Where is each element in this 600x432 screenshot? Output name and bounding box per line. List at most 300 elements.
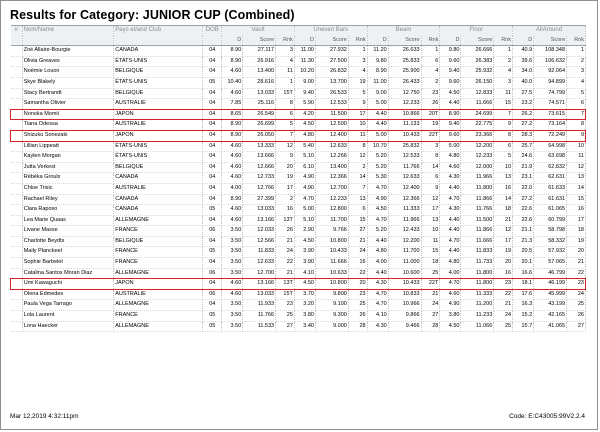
vault-header: Vault [222, 26, 295, 36]
bars-score-value: 9.000 [316, 321, 349, 332]
floor-score-value: 11.800 [461, 279, 494, 290]
bars-rank-value: 12 [348, 152, 367, 163]
floor-d-value: 5.00 [440, 141, 461, 152]
beam-rank-value: 6 [421, 56, 440, 67]
results-body [11, 46, 586, 332]
allaround-d-value: 16.3 [513, 300, 534, 311]
floor-score-value: 11.966 [461, 173, 494, 184]
bars-score-value: 11.500 [316, 109, 349, 120]
beam-score-value: 12.750 [388, 88, 421, 99]
beam-score-value: 25.833 [388, 56, 421, 67]
allaround-d-value: 16.6 [513, 268, 534, 279]
vault-score-value: 28.616 [243, 77, 276, 88]
allaround-rank-value: 18 [567, 226, 586, 237]
bars-rank-value: 23 [348, 289, 367, 300]
bars-d-value: 2.90 [294, 226, 315, 237]
result-row [11, 205, 586, 216]
vault-score-value: 13.400 [243, 67, 276, 78]
floor-d-value: 9.60 [440, 77, 461, 88]
beam-rank-value: 28 [421, 321, 440, 332]
athlete-name: Samantha Olivier [22, 99, 114, 110]
floor-rank-value: 3 [494, 77, 513, 88]
allaround-score-value: 106.632 [534, 56, 567, 67]
allaround-rank-value: 7 [567, 109, 586, 120]
rank-cell [11, 205, 23, 216]
bars-d-value: 9.00 [294, 77, 315, 88]
bars-score-value: 13.700 [316, 77, 349, 88]
result-row [11, 236, 586, 247]
beam-score-value: 12.200 [388, 236, 421, 247]
athlete-dob: 04 [203, 162, 222, 173]
athlete-name: Clara Raposo [22, 205, 114, 216]
allaround-score-value: 60.799 [534, 215, 567, 226]
beam-rank-value: 11 [421, 236, 440, 247]
bars-rank-value: 1 [348, 46, 367, 57]
floor-d-value: 4.80 [440, 258, 461, 269]
rank-cell [11, 279, 23, 290]
beam-score-value: 12.533 [388, 152, 421, 163]
rank-cell [11, 236, 23, 247]
athlete-dob: 04 [203, 215, 222, 226]
vault-d-value: 4.60 [222, 205, 243, 216]
beam-d-value: 10.70 [367, 141, 388, 152]
allaround-score-value: 43.199 [534, 300, 567, 311]
allaround-d-value: 22.6 [513, 205, 534, 216]
floor-score-value: 26.666 [461, 46, 494, 57]
athlete-country: CANADA [114, 173, 203, 184]
beam-d-subheader: D [367, 36, 388, 46]
allaround-d-value: 40.0 [513, 77, 534, 88]
bars-d-subheader: D [294, 36, 315, 46]
bars-score-value: 26.533 [316, 88, 349, 99]
bars-rank-value: 15 [348, 215, 367, 226]
allaround-score-value: 74.571 [534, 99, 567, 110]
beam-rank-value: 23 [421, 88, 440, 99]
bars-rank-value: 6 [348, 205, 367, 216]
floor-d-value: 4.40 [440, 226, 461, 237]
athlete-name: Stacy Bertrandt [22, 88, 114, 99]
beam-score-value: 10.866 [388, 109, 421, 120]
athlete-dob: 05 [203, 77, 222, 88]
vault-d-value: 4.60 [222, 88, 243, 99]
result-row [11, 56, 586, 67]
vault-rank-value: 24 [276, 247, 295, 258]
floor-rank-value: 17 [494, 236, 513, 247]
allaround-d-subheader: D [513, 36, 534, 46]
athlete-country: CANADA [114, 46, 203, 57]
bars-score-value: 10.633 [316, 268, 349, 279]
floor-d-value: 4.90 [440, 300, 461, 311]
athlete-country: JAPON [114, 279, 203, 290]
bars-score-value: 27.500 [316, 56, 349, 67]
bars-d-value: 3.20 [294, 300, 315, 311]
floor-score-value: 11.866 [461, 194, 494, 205]
vault-score-value: 11.533 [243, 321, 276, 332]
allaround-rank-value: 16 [567, 205, 586, 216]
athlete-country: ALLEMAGNE [114, 215, 203, 226]
vault-rnk-subheader: Rnk [276, 36, 295, 46]
beam-d-value: 4.40 [367, 268, 388, 279]
vault-score-value: 13.033 [243, 88, 276, 99]
allaround-rank-value: 15 [567, 194, 586, 205]
bars-d-value: 4.50 [294, 120, 315, 131]
allaround-rank-value: 21 [567, 258, 586, 269]
allaround-rank-value: 17 [567, 215, 586, 226]
allaround-rank-value: 26 [567, 311, 586, 322]
floor-rank-value: 1 [494, 46, 513, 57]
floor-score-value: 24.699 [461, 109, 494, 120]
page-title: Results for Category: JUNIOR CUP (Combined) [10, 8, 295, 22]
athlete-dob: 06 [203, 289, 222, 300]
allaround-d-value: 18.1 [513, 279, 534, 290]
floor-d-value: 4.70 [440, 236, 461, 247]
allaround-rank-value: 20 [567, 247, 586, 258]
athlete-name: Skye Blakely [22, 77, 114, 88]
bars-d-value: 4.90 [294, 173, 315, 184]
allaround-score-value: 94.899 [534, 77, 567, 88]
allaround-score-value: 73.164 [534, 120, 567, 131]
beam-score-value: 9.866 [388, 311, 421, 322]
athlete-dob: 04 [203, 183, 222, 194]
floor-rank-value: 10 [494, 162, 513, 173]
result-row [11, 162, 586, 173]
vault-rank-value: 8 [276, 99, 295, 110]
beam-rank-value: 12 [421, 194, 440, 205]
vault-d-subheader: D [222, 36, 243, 46]
vault-score-value: 13.166 [243, 279, 276, 290]
subheader-blank [114, 36, 203, 46]
allaround-score-value: 61.631 [534, 194, 567, 205]
bars-rank-value: 20 [348, 279, 367, 290]
bars-d-value: 3.40 [294, 321, 315, 332]
athlete-country: BELGIQUE [114, 162, 203, 173]
athlete-country: FRANCE [114, 226, 203, 237]
allaround-d-value: 23.2 [513, 99, 534, 110]
beam-score-value: 26.633 [388, 46, 421, 57]
result-row [11, 268, 586, 279]
bars-score-value: 12.533 [316, 99, 349, 110]
floor-score-value: 11.066 [461, 321, 494, 332]
vault-score-value: 11.833 [243, 247, 276, 258]
allaround-rnk-subheader: Rnk [567, 36, 586, 46]
allaround-score-value: 42.165 [534, 311, 567, 322]
result-row [11, 194, 586, 205]
vault-rank-value: 27 [276, 321, 295, 332]
rank-cell [11, 183, 23, 194]
floor-rank-value: 15 [494, 99, 513, 110]
athlete-name: Rachael Riley [22, 194, 114, 205]
allaround-score-value: 72.249 [534, 130, 567, 141]
floor-score-value: 12.833 [461, 88, 494, 99]
athlete-country: AUSTRALIE [114, 289, 203, 300]
rank-header: # [11, 26, 23, 36]
floor-rank-value: 16 [494, 183, 513, 194]
beam-d-value: 4.70 [367, 300, 388, 311]
beam-score-value: 10.966 [388, 300, 421, 311]
allaround-score-value: 57.065 [534, 258, 567, 269]
athlete-country: ALLEMAGNE [114, 321, 203, 332]
vault-rank-value: 20 [276, 162, 295, 173]
beam-d-value: 5.20 [367, 226, 388, 237]
allaround-score-value: 61.633 [534, 183, 567, 194]
result-row [11, 130, 586, 141]
allaround-score-value: 62.631 [534, 173, 567, 184]
rank-cell [11, 289, 23, 300]
floor-d-value: 9.80 [440, 46, 461, 57]
vault-score-value: 12.033 [243, 226, 276, 237]
vault-score-value: 13.033 [243, 289, 276, 300]
bars-d-value: 3.90 [294, 258, 315, 269]
beam-rank-value: 24 [421, 300, 440, 311]
beam-score-value: 11.966 [388, 215, 421, 226]
beam-d-value: 4.70 [367, 215, 388, 226]
athlete-dob: 04 [203, 236, 222, 247]
bars-score-value: 13.400 [316, 162, 349, 173]
vault-score-value: 13.333 [243, 141, 276, 152]
vault-d-value: 10.40 [222, 77, 243, 88]
result-row [11, 289, 586, 300]
athlete-dob: 04 [203, 109, 222, 120]
beam-score-value: 11.000 [388, 258, 421, 269]
athlete-country: ÉTATS-UNIS [114, 152, 203, 163]
bars-rank-value: 3 [348, 56, 367, 67]
rank-cell [11, 77, 23, 88]
floor-score-value: 12.200 [461, 141, 494, 152]
beam-d-value: 5.00 [367, 130, 388, 141]
allaround-d-value: 27.2 [513, 120, 534, 131]
allaround-score-value: 57.932 [534, 247, 567, 258]
athlete-country: ÉTATS-UNIS [114, 141, 203, 152]
floor-score-value: 26.383 [461, 56, 494, 67]
athlete-name: Maily Planckeel [22, 247, 114, 258]
beam-d-value: 5.00 [367, 99, 388, 110]
beam-rnk-subheader: Rnk [421, 36, 440, 46]
rank-cell [11, 120, 23, 131]
club-header: Pays et/and Club [114, 26, 203, 36]
floor-d-value: 4.40 [440, 247, 461, 258]
bars-score-value: 9.800 [316, 289, 349, 300]
bars-rank-value: 21 [348, 236, 367, 247]
vault-rank-value: 21 [276, 268, 295, 279]
floor-score-value: 11.500 [461, 215, 494, 226]
allaround-score-subheader: Score [534, 36, 567, 46]
athlete-name: Noémie Louon [22, 67, 114, 78]
header-group-row [11, 26, 586, 36]
vault-score-value: 12.633 [243, 258, 276, 269]
vault-rank-value: 3 [276, 46, 295, 57]
floor-d-value: 4.50 [440, 321, 461, 332]
bars-score-value: 12.500 [316, 120, 349, 131]
vault-rank-value: 21 [276, 236, 295, 247]
vault-d-value: 4.60 [222, 67, 243, 78]
allaround-rank-value: 22 [567, 268, 586, 279]
athlete-dob: 04 [203, 88, 222, 99]
vault-d-value: 8.65 [222, 109, 243, 120]
floor-rank-value: 7 [494, 109, 513, 120]
beam-rank-value: 27 [421, 311, 440, 322]
beam-rank-value: 18 [421, 258, 440, 269]
beam-score-value: 10.600 [388, 268, 421, 279]
bars-score-value: 12.366 [316, 173, 349, 184]
vault-rank-value: 19 [276, 173, 295, 184]
floor-score-value: 11.800 [461, 183, 494, 194]
bars-score-value: 10.800 [316, 279, 349, 290]
athlete-country: CANADA [114, 194, 203, 205]
athlete-dob: 06 [203, 268, 222, 279]
athlete-country: BELGIQUE [114, 67, 203, 78]
beam-rank-value: 21 [421, 289, 440, 300]
vault-score-value: 12.733 [243, 173, 276, 184]
bars-rank-value: 25 [348, 300, 367, 311]
athlete-country: BELGIQUE [114, 236, 203, 247]
floor-rank-value: 13 [494, 173, 513, 184]
vault-rank-value: 9 [276, 152, 295, 163]
rank-cell [11, 173, 23, 184]
beam-score-value: 10.833 [388, 289, 421, 300]
athlete-dob: 04 [203, 141, 222, 152]
beam-score-value: 11.333 [388, 205, 421, 216]
vault-rank-value: 2 [276, 194, 295, 205]
vault-score-value: 13.666 [243, 152, 276, 163]
rank-cell [11, 67, 23, 78]
bars-d-value: 4.70 [294, 194, 315, 205]
rank-cell [11, 141, 23, 152]
result-row [11, 109, 586, 120]
result-row [11, 247, 586, 258]
athlete-name: Sophie Barbelet [22, 258, 114, 269]
athlete-name: Lea Marie Quaas [22, 215, 114, 226]
floor-d-value: 9.60 [440, 130, 461, 141]
floor-d-value: 3.80 [440, 311, 461, 322]
athlete-country: ÉTATS-UNIS [114, 56, 203, 67]
beam-rank-value: 17 [421, 205, 440, 216]
beam-d-value: 5.20 [367, 152, 388, 163]
bars-d-value: 5.40 [294, 141, 315, 152]
bars-d-value: 6.10 [294, 162, 315, 173]
athlete-dob: 04 [203, 173, 222, 184]
bars-rank-value: 26 [348, 311, 367, 322]
vault-score-value: 11.933 [243, 300, 276, 311]
floor-rank-value: 19 [494, 247, 513, 258]
vault-d-value: 4.60 [222, 152, 243, 163]
athlete-dob: 04 [203, 56, 222, 67]
vault-score-subheader: Score [243, 36, 276, 46]
athlete-dob: 04 [203, 194, 222, 205]
floor-rank-value: 4 [494, 67, 513, 78]
bars-rank-value: 17 [348, 109, 367, 120]
rank-cell [11, 258, 23, 269]
beam-d-value: 4.30 [367, 321, 388, 332]
athlete-dob: 04 [203, 152, 222, 163]
bars-rank-value: 7 [348, 183, 367, 194]
beam-rank-value: 4 [421, 67, 440, 78]
bars-d-value: 4.50 [294, 279, 315, 290]
rank-cell [11, 46, 23, 57]
bars-d-value: 10.20 [294, 67, 315, 78]
bars-rank-value: 27 [348, 226, 367, 237]
vault-rank-value: 17 [276, 183, 295, 194]
floor-d-value: 4.80 [440, 152, 461, 163]
beam-rank-value: 2 [421, 77, 440, 88]
floor-d-value: 9.40 [440, 67, 461, 78]
bars-rank-value: 11 [348, 130, 367, 141]
result-row [11, 67, 586, 78]
rank-cell [11, 300, 23, 311]
floor-rank-value: 14 [494, 194, 513, 205]
vault-d-value: 3.50 [222, 226, 243, 237]
bars-score-value: 10.800 [316, 236, 349, 247]
allaround-d-value: 26.2 [513, 109, 534, 120]
allaround-d-value: 28.3 [513, 130, 534, 141]
allaround-score-value: 58.798 [534, 226, 567, 237]
vault-score-value: 12.766 [243, 183, 276, 194]
result-row [11, 77, 586, 88]
vault-rank-value: 13T [276, 279, 295, 290]
athlete-name: Olena Edmedes [22, 289, 114, 300]
beam-d-value: 4.90 [367, 194, 388, 205]
result-row [11, 88, 586, 99]
vault-score-value: 13.166 [243, 215, 276, 226]
beam-d-value: 4.10 [367, 311, 388, 322]
allaround-score-value: 64.998 [534, 141, 567, 152]
bars-d-value: 4.20 [294, 109, 315, 120]
floor-d-value: 4.60 [440, 289, 461, 300]
allaround-rank-value: 8 [567, 120, 586, 131]
allaround-d-value: 34.0 [513, 67, 534, 78]
allaround-d-value: 17.6 [513, 289, 534, 300]
floor-rank-value: 23 [494, 279, 513, 290]
beam-rank-value: 25 [421, 268, 440, 279]
floor-rank-value: 21 [494, 215, 513, 226]
vault-d-value: 4.60 [222, 162, 243, 173]
beam-d-value: 11.00 [367, 77, 388, 88]
result-row [11, 300, 586, 311]
bars-rank-value: 16 [348, 258, 367, 269]
athlete-dob: 04 [203, 130, 222, 141]
vault-score-value: 11.766 [243, 311, 276, 322]
beam-score-value: 11.133 [388, 120, 421, 131]
floor-score-value: 25.932 [461, 67, 494, 78]
allaround-d-value: 27.2 [513, 194, 534, 205]
floor-rank-value: 6 [494, 141, 513, 152]
bars-rank-value: 10 [348, 120, 367, 131]
floor-score-subheader: Score [461, 36, 494, 46]
vault-rank-value: 22 [276, 258, 295, 269]
result-row [11, 226, 586, 237]
rank-cell [11, 152, 23, 163]
allaround-rank-value: 19 [567, 236, 586, 247]
athlete-name: Tiana Odessa [22, 120, 114, 131]
result-row [11, 258, 586, 269]
beam-rank-value: 1 [421, 46, 440, 57]
rank-cell [11, 247, 23, 258]
floor-score-value: 12.233 [461, 152, 494, 163]
beam-d-value: 4.70 [367, 183, 388, 194]
floor-score-value: 11.800 [461, 268, 494, 279]
beam-rank-value: 10 [421, 226, 440, 237]
vault-rank-value: 4 [276, 56, 295, 67]
floor-score-value: 11.833 [461, 247, 494, 258]
athlete-country: CANADA [114, 205, 203, 216]
rank-cell [11, 321, 23, 332]
rank-cell [11, 162, 23, 173]
floor-score-value: 12.000 [461, 162, 494, 173]
bars-score-value: 12.800 [316, 205, 349, 216]
allaround-rank-value: 1 [567, 46, 586, 57]
athlete-name: Chloe Trisic [22, 183, 114, 194]
rank-cell [11, 130, 23, 141]
vault-score-value: 26.916 [243, 56, 276, 67]
